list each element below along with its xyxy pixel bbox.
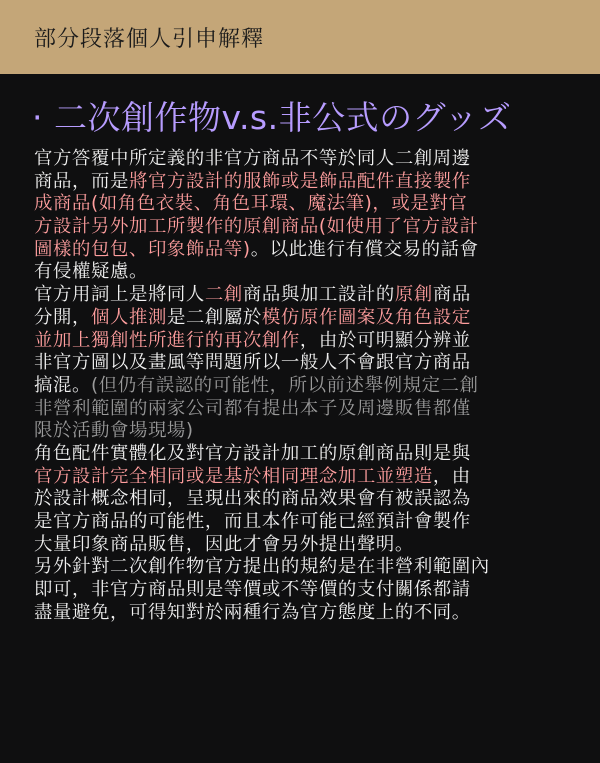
text-line [34, 171, 566, 194]
highlighted-text: 將官方設計的服飾或是飾品配件直接製作 [128, 170, 471, 192]
text-line [34, 488, 566, 511]
body-text-segment: 商品 [432, 284, 471, 306]
highlighted-text: 成商品(如角色衣裝、角色耳環、魔法筆)，或是對官 [34, 193, 468, 215]
highlighted-text: 模仿原作圖案及角色設定 [261, 306, 471, 328]
note-text: (但仍有誤認的可能性，所以前述舉例規定二創 [90, 374, 479, 396]
text-line [34, 239, 566, 262]
body-text-segment: 。以此進行有償交易的話會 [250, 238, 479, 260]
article-body [34, 148, 566, 624]
body-text-segment: ，由 [432, 465, 471, 487]
body-text-segment: 官方答覆中所定義的非官方商品不等於同人二創周邊 [34, 148, 471, 169]
highlighted-text: 官方設計完全相同或是基於相同理念加工並塑造 [34, 465, 433, 487]
text-line [34, 148, 566, 171]
highlighted-text: 個人推測 [90, 306, 167, 328]
text-line [34, 579, 566, 602]
body-text-segment: 分開， [34, 306, 91, 328]
text-line [34, 511, 566, 534]
header-title: 部分段落個人引申解釋 [34, 26, 265, 52]
article [0, 74, 600, 624]
body-text-segment: 大量印象商品販售，因此才會另外提出聲明。 [34, 533, 414, 555]
text-line [34, 261, 566, 284]
body-text-segment: 是二創屬於 [166, 306, 262, 328]
body-text-segment: 盡量避免，可得知對於兩種行為官方態度上的不同。 [34, 601, 471, 623]
text-line [34, 330, 566, 353]
body-text-segment: 是官方商品的可能性，而且本作可能已經預計會製作 [34, 511, 471, 532]
body-text-segment: 有侵權疑慮。 [34, 261, 148, 283]
text-line [34, 352, 566, 375]
body-text-segment: 另外針對二次創作物官方提出的規約是在非營利範圍內 [34, 556, 490, 578]
note-text: 限於活動會場現場) [34, 420, 194, 442]
highlighted-text: 方設計另外加工所製作的原創商品(如使用了官方設計 [34, 216, 479, 238]
body-text-segment: 非官方圖以及畫風等問題所以一般人不會跟官方商品 [34, 352, 471, 374]
text-line [34, 398, 566, 421]
body-text-segment: 搞混。 [34, 374, 91, 396]
text-line [34, 602, 566, 625]
highlighted-text: 圖樣的包包、印象飾品等) [34, 238, 251, 260]
text-line [34, 420, 566, 443]
text-line [34, 193, 566, 216]
text-line [34, 556, 566, 579]
note-text: 非營利範圍的兩家公司都有提出本子及周邊販售都僅 [34, 397, 471, 419]
body-text-segment: 商品，而是 [34, 170, 129, 192]
text-line [34, 216, 566, 239]
section-title: · 二次創作物v.s.非公式のグッズ [32, 98, 512, 137]
highlighted-text: 並加上獨創性所進行的再次創作 [34, 329, 300, 351]
text-line [34, 375, 566, 398]
body-text-segment: 即可，非官方商品則是等價或不等價的支付關係都請 [34, 579, 471, 601]
highlighted-text: 二創 [204, 284, 243, 306]
body-text-segment: 角色配件實體化及對官方設計加工的原創商品則是與 [34, 442, 471, 464]
body-text-segment: 官方用詞上是將同人 [34, 284, 205, 306]
highlighted-text: 原創 [394, 284, 433, 306]
text-line [34, 307, 566, 330]
body-text-segment: ，由於可明顯分辨並 [299, 329, 471, 351]
text-line [34, 466, 566, 489]
text-line [34, 284, 566, 307]
body-text-segment: 於設計概念相同，呈現出來的商品效果會有被誤認為 [34, 488, 471, 510]
header-bar [0, 0, 600, 74]
text-line [34, 443, 566, 466]
text-line [34, 534, 566, 557]
body-text-segment: 商品與加工設計的 [242, 284, 395, 306]
